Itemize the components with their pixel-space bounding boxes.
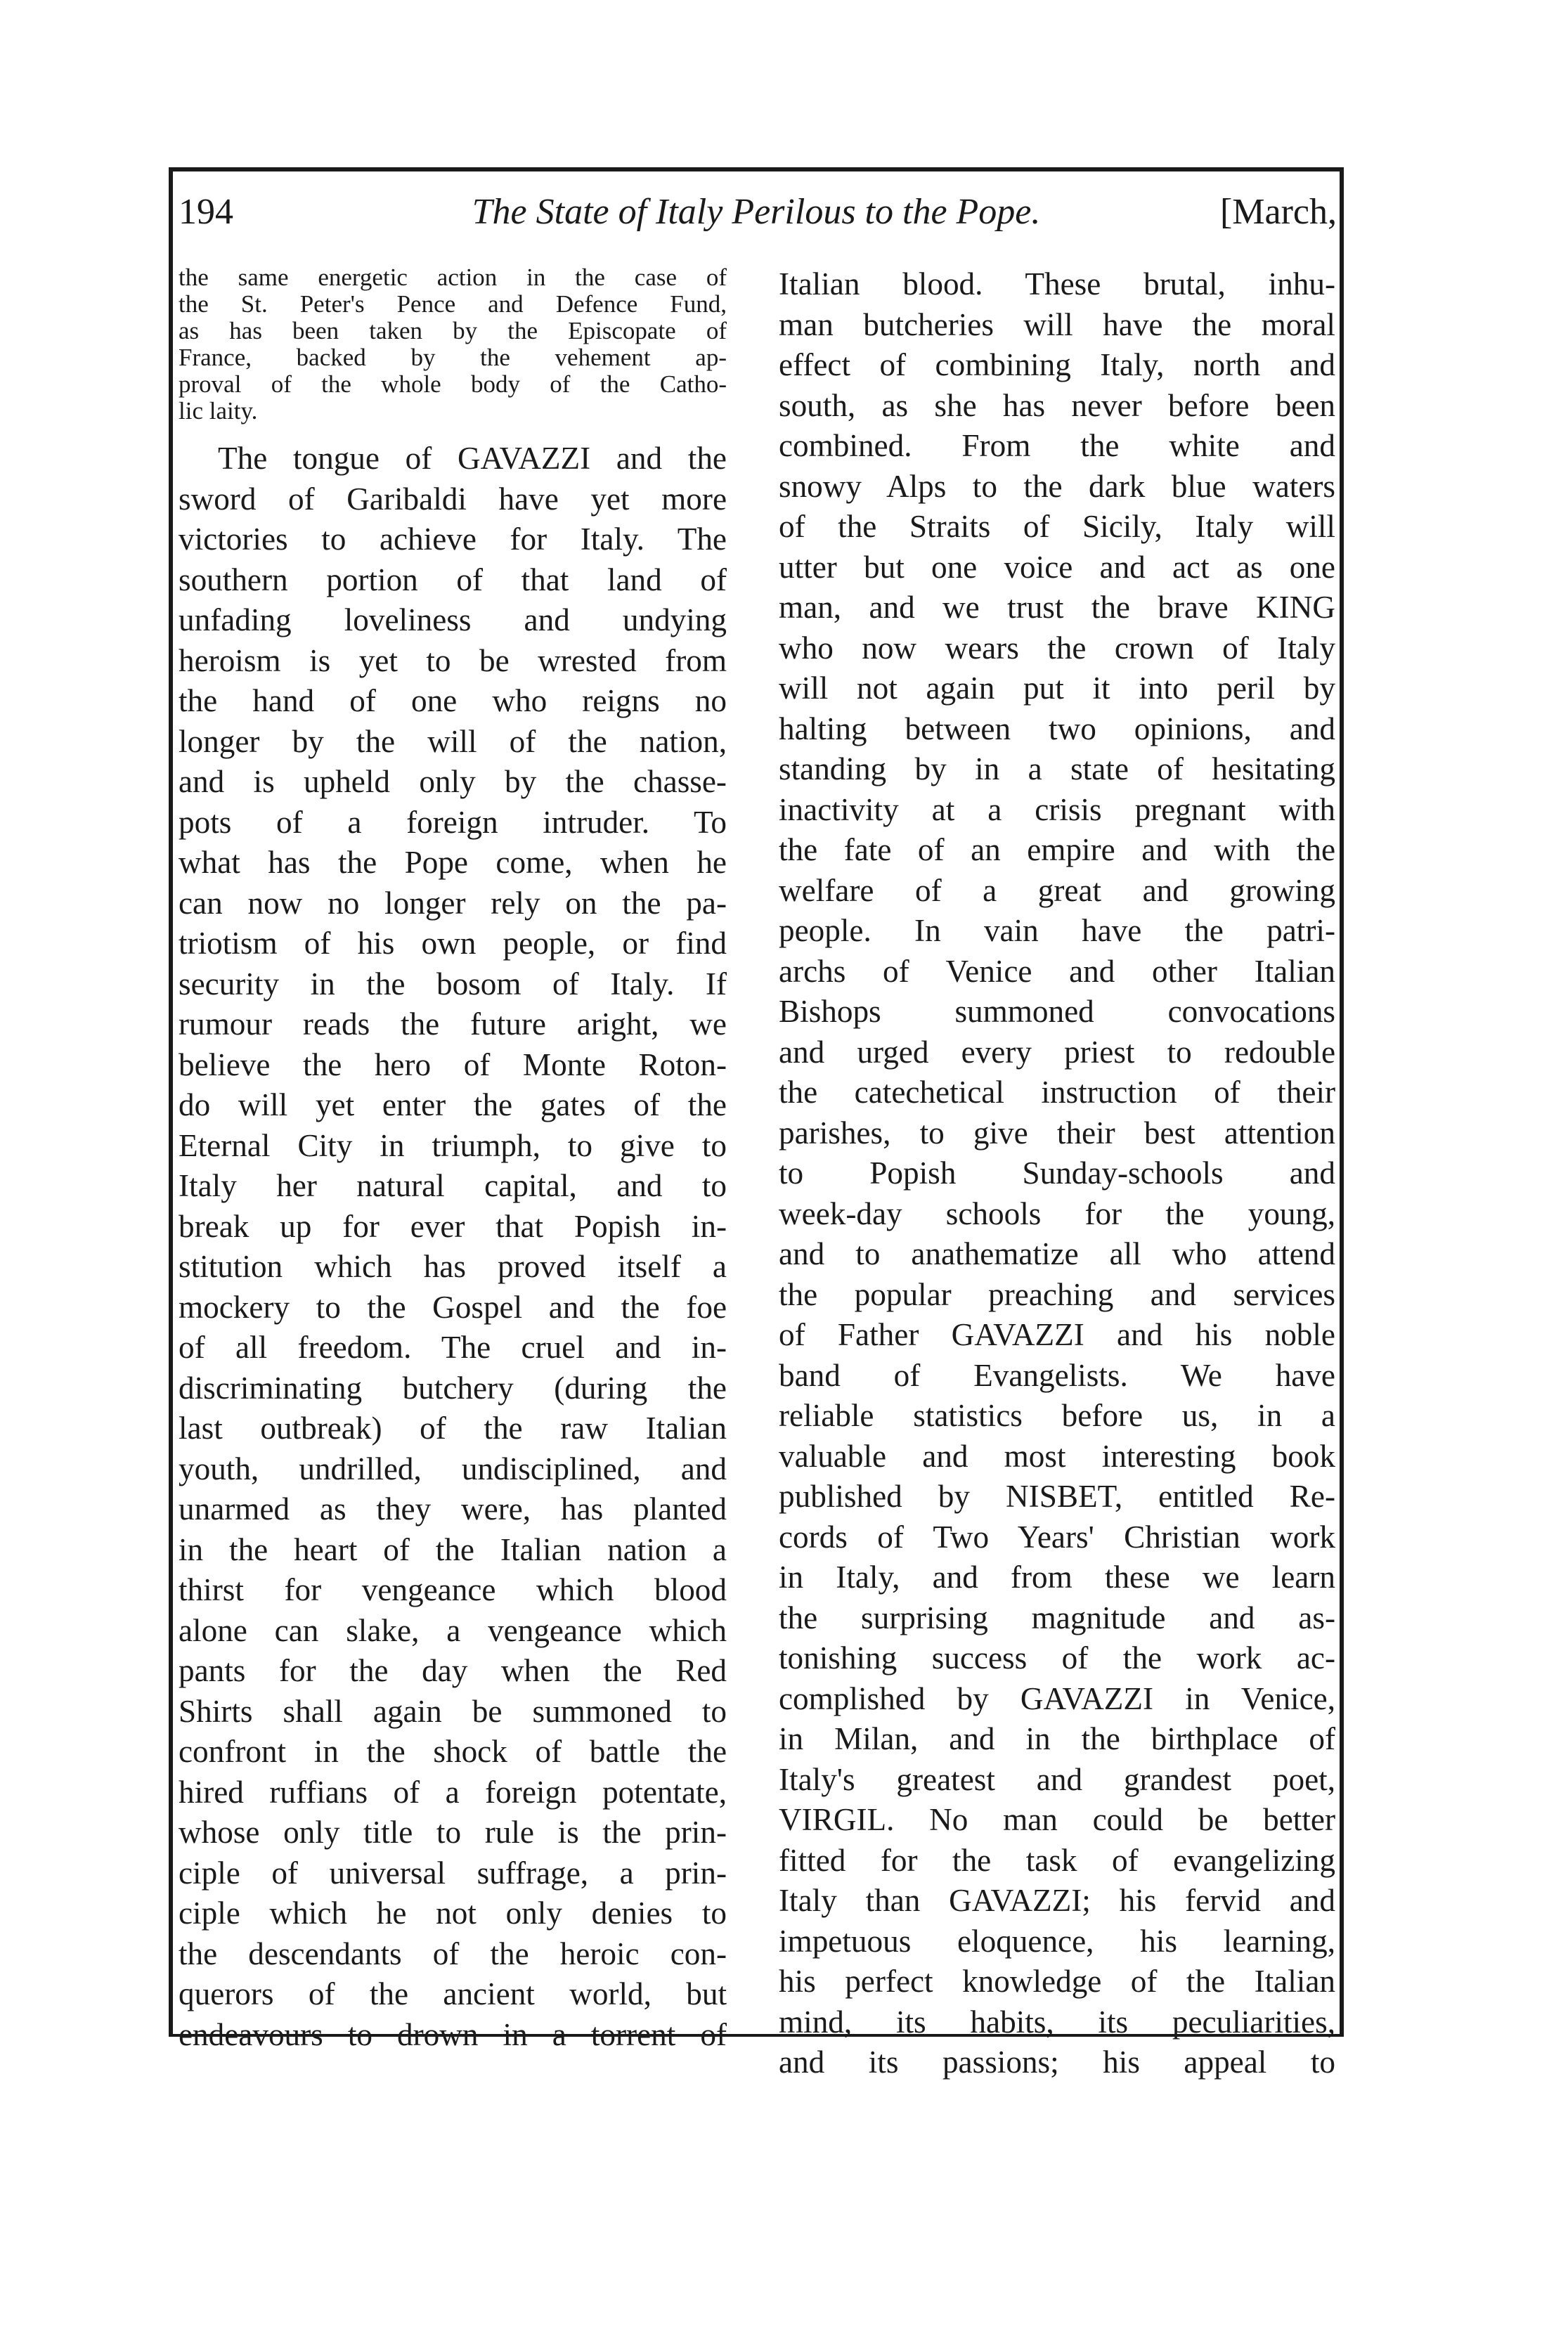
right-column-line: in Italy, and from these we learn — [779, 1560, 1335, 1595]
right-column — [779, 264, 1335, 2083]
right-column-line: mind, its habits, its peculiarities, — [779, 2004, 1335, 2040]
right-column-line: valuable and most interesting book — [779, 1438, 1335, 1474]
left-column-line: last outbreak) of the raw Italian — [179, 1411, 727, 1446]
right-column-line: utter but one voice and act as one — [779, 549, 1335, 585]
right-column-line: Italy's greatest and grandest poet, — [779, 1761, 1335, 1797]
right-column-line: to Popish Sunday-schools and — [779, 1155, 1335, 1191]
left-column-line: ciple which he not only denies to — [179, 1895, 727, 1931]
right-column-line: the popular preaching and services — [779, 1276, 1335, 1312]
right-column-line: who now wears the crown of Italy — [779, 630, 1335, 666]
left-column-line: pants for the day when the Red — [179, 1653, 727, 1688]
header-month: [March, — [1219, 192, 1337, 232]
right-column-line: VIRGIL. No man could be better — [779, 1802, 1335, 1837]
right-column-line: Italian blood. These brutal, inhu- — [779, 266, 1335, 302]
right-column-line: people. In vain have the patri- — [779, 913, 1335, 948]
right-column-line: parishes, to give their best attention — [779, 1115, 1335, 1151]
left-column-line: Shirts shall again be summoned to — [179, 1693, 727, 1729]
right-column-line: the catechetical instruction of their — [779, 1075, 1335, 1110]
right-column-line: week-day schools for the young, — [779, 1195, 1335, 1231]
left-column-line: and is upheld only by the chasse- — [179, 764, 727, 799]
left-column-line: of all freedom. The cruel and in- — [179, 1330, 727, 1365]
right-column-line: the fate of an empire and with the — [779, 832, 1335, 867]
left-column-line: do will yet enter the gates of the — [179, 1087, 727, 1122]
right-column-line: south, as she has never before been — [779, 387, 1335, 423]
left-column-line: mockery to the Gospel and the foe — [179, 1289, 727, 1325]
left-column-line: southern portion of that land of — [179, 562, 727, 597]
right-column-line: and urged every priest to redouble — [779, 1034, 1335, 1070]
right-column-line: complished by GAVAZZI in Venice, — [779, 1680, 1335, 1716]
right-column-line: Italy than GAVAZZI; his fervid and — [779, 1883, 1335, 1918]
right-column-text — [779, 264, 1335, 2083]
right-column-line: cords of Two Years' Christian work — [779, 1519, 1335, 1555]
left-column-line: rumour reads the future aright, we — [179, 1006, 727, 1042]
page-number: 194 — [179, 192, 233, 232]
right-column-line: snowy Alps to the dark blue waters — [779, 468, 1335, 504]
right-column-line: impetuous eloquence, his learning, — [779, 1923, 1335, 1959]
right-column-line: published by NISBET, entitled Re- — [779, 1479, 1335, 1514]
right-column-line: of Father GAVAZZI and his noble — [779, 1317, 1335, 1352]
left-column-line: security in the bosom of Italy. If — [179, 966, 727, 1002]
left-column-line: what has the Pope come, when he — [179, 845, 727, 880]
right-column-line: fitted for the task of evangelizing — [779, 1842, 1335, 1878]
right-column-line: welfare of a great and growing — [779, 872, 1335, 908]
left-column-line: alone can slake, a vengeance which — [179, 1612, 727, 1648]
left-column-line: discriminating butchery (during the — [179, 1370, 727, 1406]
left-column-line: ciple of universal suffrage, a prin- — [179, 1855, 727, 1891]
left-column-line: longer by the will of the nation, — [179, 723, 727, 759]
left-column-line: Italy her natural capital, and to — [179, 1168, 727, 1203]
footnote-continuation — [179, 264, 727, 425]
left-column-line: confront in the shock of battle the — [179, 1734, 727, 1769]
note-line: proval of the whole body of the Catho- — [179, 371, 727, 398]
left-column-line: unarmed as they were, has planted — [179, 1491, 727, 1527]
right-column-line: Bishops summoned convocations — [779, 994, 1335, 1029]
right-column-line: of the Straits of Sicily, Italy will — [779, 509, 1335, 544]
left-column-line: unfading loveliness and undying — [179, 602, 727, 637]
right-column-line: his perfect knowledge of the Italian — [779, 1964, 1335, 1999]
right-column-line: and to anathematize all who attend — [779, 1236, 1335, 1271]
left-column-line: in the heart of the Italian nation a — [179, 1531, 727, 1567]
right-column-line: combined. From the white and — [779, 428, 1335, 463]
right-column-line: in Milan, and in the birthplace of — [779, 1721, 1335, 1756]
left-column-line: whose only title to rule is the prin- — [179, 1815, 727, 1850]
left-column-line: endeavours to drown in a torrent of — [179, 2016, 727, 2052]
left-column-line: thirst for vengeance which blood — [179, 1572, 727, 1607]
left-column-line: heroism is yet to be wrested from — [179, 642, 727, 678]
left-column-line: hired ruffians of a foreign potentate, — [179, 1774, 727, 1810]
right-column-line: the surprising magnitude and as- — [779, 1600, 1335, 1635]
note-line: as has been taken by the Episcopate of — [179, 318, 727, 344]
right-column-line: halting between two opinions, and — [779, 711, 1335, 746]
left-column-line: the hand of one who reigns no — [179, 683, 727, 718]
left-column-line: The tongue of GAVAZZI and the — [218, 441, 727, 476]
note-line: France, backed by the vehement ap- — [179, 344, 727, 371]
left-column-line: pots of a foreign intruder. To — [179, 804, 727, 840]
running-header — [173, 191, 1340, 247]
right-column-line: tonishing success of the work ac- — [779, 1640, 1335, 1676]
right-column-line: man butcheries will have the moral — [779, 306, 1335, 342]
right-column-line: archs of Venice and other Italian — [779, 953, 1335, 989]
right-column-line: standing by in a state of hesitating — [779, 751, 1335, 786]
left-column-line: youth, undrilled, undisciplined, and — [179, 1451, 727, 1486]
left-column-line: triotism of his own people, or find — [179, 926, 727, 961]
left-column-line: querors of the ancient world, but — [179, 1976, 727, 2011]
note-line: the same energetic action in the case of — [179, 264, 727, 291]
right-column-line: will not again put it into peril by — [779, 670, 1335, 706]
left-column-line: victories to achieve for Italy. The — [179, 521, 727, 557]
right-column-line: band of Evangelists. We have — [779, 1357, 1335, 1393]
right-column-line: effect of combining Italy, north and — [779, 347, 1335, 382]
left-column-line: can now no longer rely on the pa- — [179, 885, 727, 921]
note-line: the St. Peter's Pence and Defence Fund, — [179, 291, 727, 318]
running-title: The State of Italy Perilous to the Pope. — [472, 192, 1041, 232]
left-column-line: the descendants of the heroic con- — [179, 1936, 727, 1971]
left-column-line: sword of Garibaldi have yet more — [179, 481, 727, 517]
left-column-line: Eternal City in triumph, to give to — [179, 1127, 727, 1163]
left-column-line: believe the hero of Monte Roton- — [179, 1046, 727, 1082]
left-column-text — [179, 439, 727, 2055]
right-column-line: man, and we trust the brave KING — [779, 590, 1335, 625]
left-column-line: stitution which has proved itself a — [179, 1249, 727, 1284]
left-column — [179, 264, 727, 2055]
page-frame — [169, 167, 1344, 2080]
left-column-line: break up for ever that Popish in- — [179, 1208, 727, 1244]
note-line: lic laity. — [179, 398, 258, 425]
right-column-line: and its passions; his appeal to — [779, 2044, 1335, 2080]
right-column-line: reliable statistics before us, in a — [779, 1398, 1335, 1433]
right-column-line: inactivity at a crisis pregnant with — [779, 791, 1335, 827]
